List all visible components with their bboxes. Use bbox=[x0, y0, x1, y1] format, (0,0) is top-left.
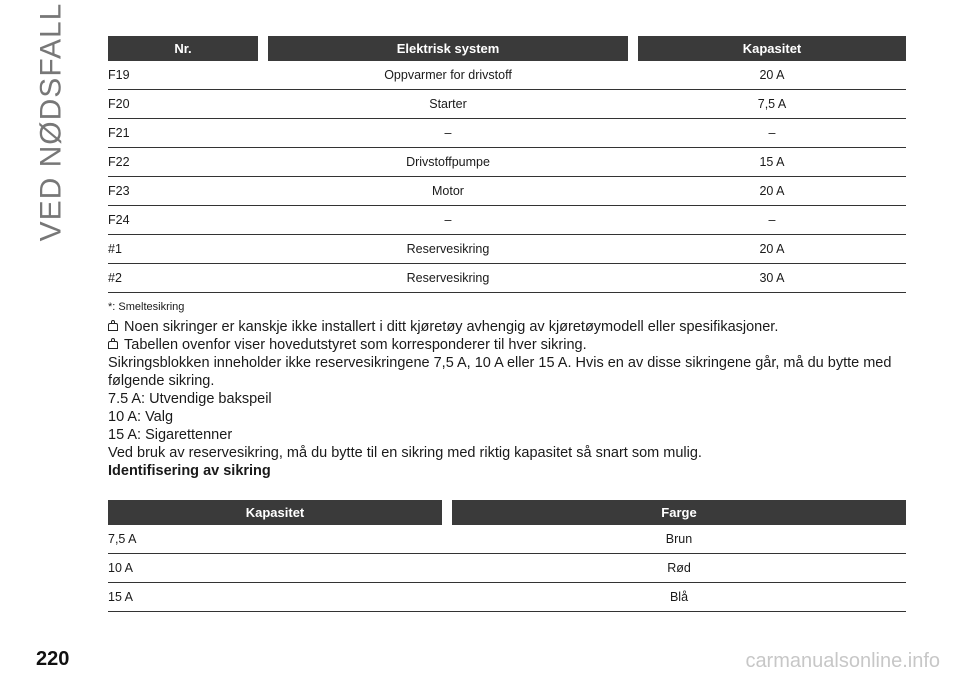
cell-color: Blå bbox=[669, 590, 689, 604]
cell-system: Motor bbox=[432, 184, 464, 198]
cell-system: – bbox=[444, 213, 452, 227]
bullet-text: Noen sikringer er kanskje ikke installert i ditt kjøretøy avhengig av kjøretøymodell eller spesifikasjoner. bbox=[124, 319, 779, 335]
cell-color: Brun bbox=[665, 532, 693, 546]
cell-color: Rød bbox=[667, 561, 691, 575]
cell-nr: #1 bbox=[108, 242, 122, 256]
cell-system: Oppvarmer for drivstoff bbox=[384, 68, 512, 82]
cell-system: Reservesikring bbox=[406, 271, 490, 285]
cell-capacity: 15 A bbox=[108, 590, 134, 604]
side-section-title bbox=[24, 2, 78, 242]
cell-nr: F24 bbox=[108, 213, 130, 227]
header-nr: Nr. bbox=[108, 36, 258, 61]
cell-capacity: 15 A bbox=[759, 155, 785, 169]
cell-capacity: 7,5 A bbox=[108, 532, 137, 546]
header-color: Farge bbox=[452, 500, 906, 525]
header-capacity: Kapasitet bbox=[108, 500, 442, 525]
table-row bbox=[108, 264, 906, 293]
cell-system: – bbox=[444, 126, 452, 140]
header-system: Elektrisk system bbox=[268, 36, 628, 61]
cell-nr: F21 bbox=[108, 126, 130, 140]
table-row bbox=[108, 90, 906, 119]
cell-capacity: – bbox=[768, 213, 776, 227]
fuse-table-body bbox=[108, 61, 906, 293]
cell-capacity: 30 A bbox=[759, 271, 785, 285]
table-row bbox=[108, 525, 906, 554]
color-table bbox=[108, 500, 906, 612]
cell-capacity: 10 A bbox=[108, 561, 134, 575]
table-row bbox=[108, 61, 906, 90]
color-table-header bbox=[108, 500, 906, 525]
table-row bbox=[108, 119, 906, 148]
fuse-table-header bbox=[108, 36, 906, 61]
fuse-icon bbox=[108, 323, 118, 331]
cell-nr: #2 bbox=[108, 271, 122, 285]
cell-capacity: 20 A bbox=[759, 242, 785, 256]
fuse-icon bbox=[108, 341, 118, 349]
cell-system: Starter bbox=[429, 97, 467, 111]
side-title-text: VED NØDSFALL bbox=[34, 2, 67, 242]
cell-capacity: – bbox=[768, 126, 776, 140]
paragraph: Sikringsblokken inneholder ikke reservesikringene 7,5 A, 10 A eller 15 A. Hvis en av disse sikringene går, må du bytte med følgende sikring. bbox=[108, 355, 892, 389]
section-heading: Identifisering av sikring bbox=[108, 463, 271, 479]
header-capacity: Kapasitet bbox=[638, 36, 906, 61]
cell-nr: F20 bbox=[108, 97, 130, 111]
bullet-item bbox=[108, 336, 908, 354]
body-text bbox=[108, 318, 908, 480]
table-row bbox=[108, 583, 906, 612]
cell-capacity: 20 A bbox=[759, 68, 785, 82]
cell-capacity: 7,5 A bbox=[757, 97, 787, 111]
paragraph: 15 A: Sigarettenner bbox=[108, 427, 233, 443]
table-row bbox=[108, 206, 906, 235]
paragraph: Ved bruk av reservesikring, må du bytte til en sikring med riktig kapasitet så snart som mulig. bbox=[108, 445, 702, 461]
cell-system: Drivstoffpumpe bbox=[406, 155, 490, 169]
bullet-item bbox=[108, 318, 908, 336]
table-row bbox=[108, 235, 906, 264]
paragraph: 10 A: Valg bbox=[108, 409, 174, 425]
footnote: *: Smeltesikring bbox=[108, 301, 185, 313]
cell-system: Reservesikring bbox=[406, 242, 490, 256]
cell-nr: F22 bbox=[108, 155, 130, 169]
bullet-text: Tabellen ovenfor viser hovedutstyret som korresponderer til hver sikring. bbox=[124, 337, 587, 353]
color-table-body bbox=[108, 525, 906, 612]
fuse-table bbox=[108, 36, 906, 313]
table-row bbox=[108, 148, 906, 177]
watermark: carmanualsonline.info bbox=[745, 650, 940, 672]
cell-nr: F23 bbox=[108, 184, 130, 198]
table-row bbox=[108, 554, 906, 583]
paragraph: 7.5 A: Utvendige bakspeil bbox=[108, 391, 272, 407]
cell-capacity: 20 A bbox=[759, 184, 785, 198]
table-row bbox=[108, 177, 906, 206]
cell-nr: F19 bbox=[108, 68, 130, 82]
page-number: 220 bbox=[36, 648, 70, 670]
